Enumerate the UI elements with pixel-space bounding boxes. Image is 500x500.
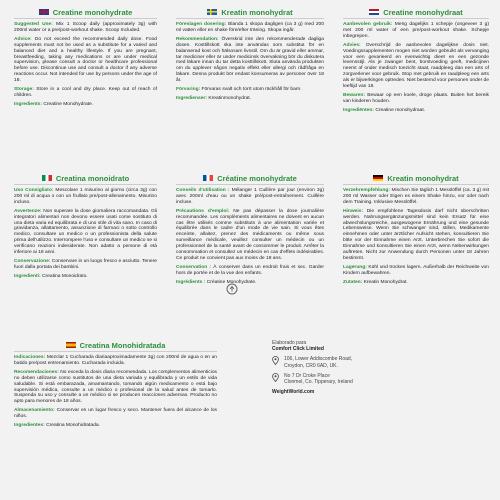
panel-es	[8, 337, 223, 497]
panel-en	[8, 4, 163, 162]
suggested-use: Verzehrempfehlung: Mischen Sie täglich 1 Messlöffel (ca. 3 g) mit 200 ml Wasser oder Eigen es einem Shake hinzu, vor oder nach dem Training. Inklusive Messlöffel.	[343, 188, 489, 205]
advice: Advice: Do not exceed the recommended daily dose. Food supplements must not be used as a substitute for a varied and balanced diet and a healthy lifestyle. If you are pregnant, breastfeeding, taking any medications or are under medical supervision, please consult a doctor or healthcare professional before use. Discontinue use and consult a doctor if any adverse reactions occur. Not intended for use by persons under the age of 18.	[14, 36, 158, 84]
panel-title: Creatina monoidrato	[55, 173, 130, 183]
advice: Rekommendation: Överskrid inte den rekommenderade dagliga dosen. Kosttillskott ska inte användas som substitut för en balanserad kost och hälsosam livsstil. Om du är gravid eller ammar, tar mediciner eller är under medicinsk övervakning bör du diskutera med läkare innan du tar detta kosttillskott. Sluta använda produkten om du upplever någon negativ effekt eller allergi och rådfråga en läkare. Denna produkt bör endast konsumeras av personer över 18 år.	[176, 36, 325, 84]
panel-title: Kreatin monohydrat	[221, 7, 293, 17]
ingredients: Ingredients: Creatine Monohydrate.	[14, 101, 94, 107]
ingredients: Ingredienser: Kreatinmonohydrat.	[176, 95, 252, 101]
panel-title: Créatine monohydrate	[217, 173, 297, 183]
website-link[interactable]: WeightWorld.com	[272, 389, 315, 396]
advice: Recomendaciones: No exceda la dosis diaria recomendada. Los complementos alimenticios no deben utilizarse como sustitutos de una dieta variada y equilibrada y un estilo de vida saludable. Si está embarazada, amamantando, tomando algún medicamento o está bajo supervisión médica, consulte a un médico o profesional de la salud antes de tomarlo. Suspenda su uso y consulte a un médico si se producen reacciones adversas. Producto no apto para menores de 18 años.	[14, 369, 217, 405]
spain-flag-icon	[66, 342, 76, 348]
storage: Förvaring: Förvaras svalt och torrt utom räckhåll för barn.	[176, 87, 302, 93]
panel-header	[343, 6, 489, 19]
made-for-label: Elaborado para	[272, 340, 307, 346]
panel-header	[14, 172, 157, 185]
panel-title: Kreatin monohydrat	[387, 173, 459, 183]
company-name: Comfort Click Limited	[272, 346, 324, 353]
advice: Précautions d'emploi: Ne pas dépasser la dose journalière recommandée. Les compléments alimentaires ne doivent en aucun cas être utilisés comme substituts à une alimentation variée et équilibrée dans le cadre d'un mode de vie sain. Si vous êtes enceinte, allaitez, prenez des médicaments ou même sous surveillance médicale, veuillez consulter un médecin ou un professionnel de la santé avant de consommer le produit. Arrêter la consommation et consultez un médecin en cas d'effets indésirables. Ce produit ne convient pas aux moins de 18 ans.	[176, 208, 324, 261]
panel-se	[170, 4, 330, 162]
sweden-flag-icon	[207, 9, 217, 15]
advice: Avvertenze: Non superare la dose giornaliera raccomandata. Gli integratori alimentari non devono essere usati come sostituto di una dieta varia ed equilibrata e di uno stile di vita sano. In caso di gravidanza, allattamento, assunzione di farmaci o sotto controllo medico, consultare un medico o un professionista della salute prima dell'utilizzo. Interrompere l'uso e consultare un medico se si verificano reazioni indesiderate. Non adatto a persone di età inferiore ai 18 anni.	[14, 208, 157, 256]
ingredients: Ingrédients : Créatine Monohydrate.	[176, 279, 257, 285]
italy-flag-icon	[42, 175, 52, 181]
germany-flag-icon	[373, 175, 383, 181]
company-info	[272, 340, 472, 395]
advice: Hinweis: Die empfohlene Tagesdosis darf nicht überschritten werden. Nahrungsergänzungsmittel sind kein Ersatz für eine abwechslungsreiche, ausgewogene Ernährung und eine gesunde Lebensweise. Wenn Sie schwanger sind, stillen, Medikamente einnehmen oder unter ärztlicher Aufsicht stehen, konsultieren Sie bitte vor der Einnahme einen Arzt. Unterbrechen Sie sofort die Einnahme und konsultieren Sie einen Arzt, wenn Nebenwirkungen auftreten. Nicht zur Anwendung durch Personen unter 18 Jahren bestimmt.	[343, 208, 489, 261]
panel-nl	[337, 4, 495, 162]
suggested-use: Föreslagen dosering: Blanda 1 skopa dagligen (ca 3 g) med 200 ml vatten eller en shake före/efter träning. Skopa ingår.	[176, 22, 324, 33]
panel-title: Creatine monohydrate	[52, 7, 133, 17]
panel-title: Creatina Monohidratada	[79, 340, 166, 350]
panel-header	[14, 6, 157, 19]
storage: Lagerung: Kühl und trocken lagern. Außerhalb der Reichweite von Kindern aufbewahren.	[343, 264, 489, 276]
france-flag-icon	[203, 175, 213, 181]
suggested-use: Uso Consigliato: Mescolare 1 misurino al giorno (circa 3g) con 200 ml di acqua o con un frullato pre/post-allenamento. Misurino incluso.	[14, 188, 157, 205]
ingredients: Ingrediënten: Creatine monohydraat.	[343, 107, 426, 113]
panel-header	[14, 339, 217, 352]
suggested-use: Aanbevolen gebruik: Meng dagelijks 1 schepje (ongeveer 3 g) met 200 ml water of een pre/post-workout shake. Schepje inbegrepen.	[343, 22, 490, 39]
address-line: 106, Lower Addiscombe Road,	[284, 356, 353, 363]
location-pin-icon	[272, 373, 279, 382]
ingredients: Ingredientes: Creatina Monohidratada.	[14, 423, 100, 429]
panel-de	[337, 170, 495, 330]
storage: Bewaren: Bewaar op een koele, droge plaats. Buiten het bereik van kinderen houden.	[343, 92, 490, 104]
suggested-use: Indicaciones: Mezclar 1 Cucharada diariaaproximadamente 3g) con 200ml de agua o en un batido pre/post entrenamiento. Cucharada incluida.	[14, 355, 218, 366]
address-uk	[272, 356, 472, 368]
ingredients: Ingredienti: Creatina Monoidrato.	[14, 273, 88, 279]
address-line: Clonmel, Co. Tipperary, Ireland	[284, 379, 353, 386]
panel-it	[8, 170, 163, 330]
storage: Conservazione: Conservare in un luogo fresco e asciutto. Tenere fuori dalla portata dei bambini.	[14, 258, 157, 270]
ingredients: Zutaten: Kreatin Monohydrat.	[343, 279, 408, 285]
storage: Storage: Store in a cool and dry place. Keep out of reach of children.	[14, 87, 158, 98]
panel-header	[343, 172, 489, 185]
panel-title: Creatine monohydraat	[383, 7, 463, 17]
panel-header	[176, 172, 324, 185]
address-ie	[272, 373, 472, 385]
recycle-icon	[226, 283, 238, 295]
suggested-use: Suggested Use: Mix 1 Scoop daily (approximately 3g) with 200ml water or a pre/post-workout shake. Scoop Included.	[14, 22, 157, 33]
panel-header	[176, 6, 324, 19]
netherlands-flag-icon	[369, 9, 379, 15]
address-line: Croydon, CR0 6AD, UK.	[284, 362, 338, 369]
storage: Conservation : À conserver dans un endroit frais et sec. Garder hors de portée et de la vue des enfants.	[176, 264, 324, 276]
panel-fr	[170, 170, 330, 330]
uk-flag-icon	[39, 9, 49, 15]
address-line: No 7 Dr Croke Place	[284, 372, 330, 379]
storage: Almacenamiento: Conservar en un lugar fresco y seco. Mantener fuera del alcance de los niños.	[14, 408, 217, 420]
suggested-use: Conseils d'utilisation : Mélanger 1 Cuillère par jour (environ 3g) avec 200ml d'eau ou un shake pré/post-entraînement. Cuillère incluse.	[176, 188, 324, 205]
location-pin-icon	[272, 356, 279, 365]
advice: Advies: Overschrijd de aanbevolen dagelijkse dosis niet. Voedingssupplementen mogen niet worden gebruikt als vervanging voor een gevarieerd en evenwichtig dieet en een gezonde levensstijl. Als je zwanger bent, borstvoeding geeft, medicijnen neemt of onder medisch toezicht staat, raadpleeg dan een arts of zorgverlener voor gebruik. Stop met gebruik en raadpleeg een arts als er bijwerkingen optreden. Niet bestemd voor personen onder de leeftijd van 18.	[343, 42, 489, 90]
